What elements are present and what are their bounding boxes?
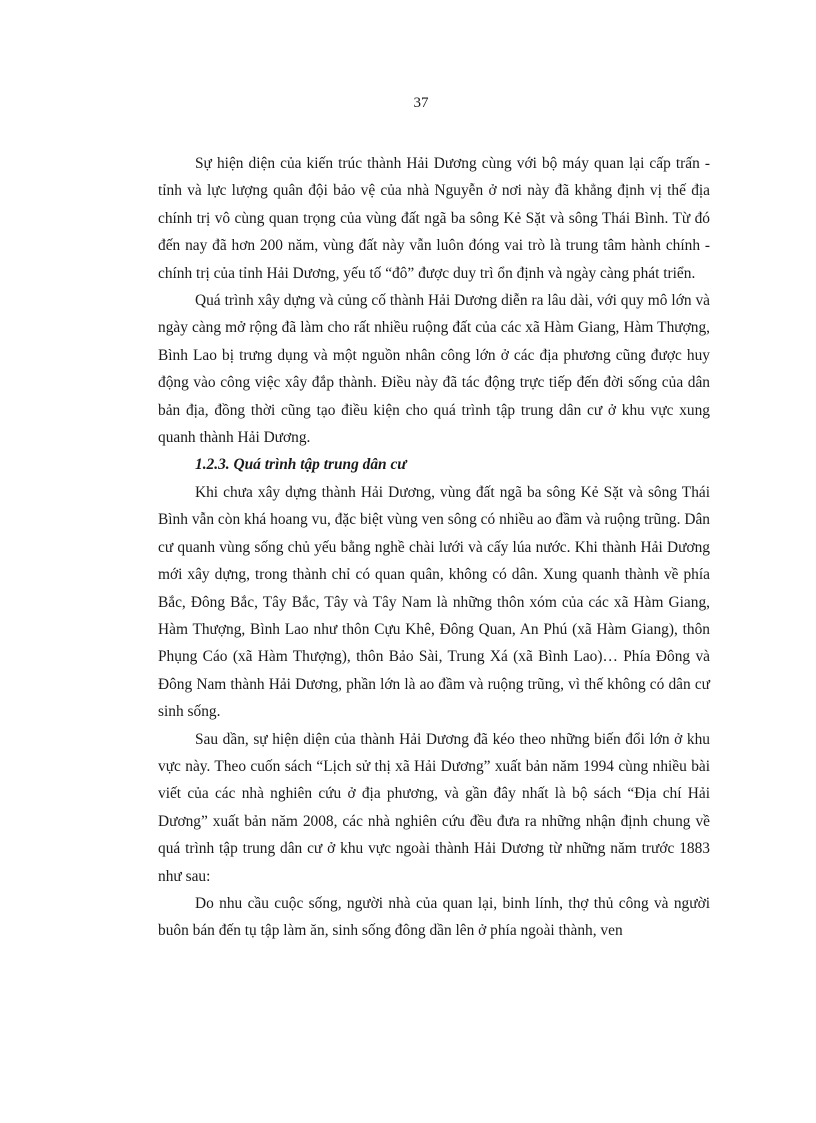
page-number: 37 (413, 95, 429, 111)
body-paragraph: Sự hiện diện của kiến trúc thành Hải Dương cùng với bộ máy quan lại cấp trấn - tỉnh và lực lượng quân đội bảo vệ của nhà Nguyễn ở nơi này đã khẳng định vị thế địa chính trị vô cùng quan trọng của vùng đất ngã ba sông Kẻ Sặt và sông Thái Bình. Từ đó đến nay đã hơn 200 năm, vùng đất này vẫn luôn đóng vai trò là trung tâm hành chính - chính trị của tỉnh Hải Dương, yếu tố “đô” được duy trì ổn định và ngày càng phát triển. (158, 155, 710, 282)
body-paragraph: Quá trình xây dựng và củng cố thành Hải Dương diễn ra lâu dài, với quy mô lớn và ngày càng mở rộng đã làm cho rất nhiều ruộng đất của các xã Hàm Giang, Hàm Thượng, Bình Lao bị trưng dụng và một nguồn nhân công lớn ở các địa phương cũng được huy động vào công việc xây đắp thành. Điều này đã tác động trực tiếp đến đời sống của dân bản địa, đồng thời cũng tạo điều kiện cho quá trình tập trung dân cư ở khu vực xung quanh thành Hải Dương. (158, 292, 710, 447)
body-paragraph: Khi chưa xây dựng thành Hải Dương, vùng đất ngã ba sông Kẻ Sặt và sông Thái Bình vẫn còn khá hoang vu, đặc biệt vùng ven sông có nhiều ao đầm và ruộng trũng. Dân cư quanh vùng sống chủ yếu bằng nghề chài lưới và cấy lúa nước. Khi thành Hải Dương mới xây dựng, trong thành chỉ có quan quân, không có dân. Xung quanh thành về phía Bắc, Đông Bắc, Tây Bắc, Tây và Tây Nam là những thôn xóm của các xã Hàm Giang, Hàm Thượng, Bình Lao như thôn Cựu Khê, Đông Quan, An Phú (xã Hàm Giang), thôn Phụng Cáo (xã Hàm Thượng), thôn Bảo Sài, Trung Xá (xã Bình Lao)… Phía Đông và Đông Nam thành Hải Dương, phần lớn là ao đầm và ruộng trũng, vì thế không có dân cư sinh sống. (158, 483, 710, 721)
body-paragraph: Sau dần, sự hiện diện của thành Hải Dương đã kéo theo những biến đổi lớn ở khu vực này. Theo cuốn sách “Lịch sử thị xã Hải Dương” xuất bản năm 1994 cùng nhiều bài viết của các nhà nghiên cứu ở địa phương, và gần đây nhất là bộ sách “Địa chí Hải Dương” xuất bản năm 2008, các nhà nghiên cứu đều đưa ra những nhận định chung về quá trình tập trung dân cư ở khu vực ngoài thành Hải Dương từ những năm trước 1883 như sau: (158, 730, 710, 885)
body-paragraph: Do nhu cầu cuộc sống, người nhà của quan lại, binh lính, thợ thủ công và người buôn bán đến tụ tập làm ăn, sinh sống đông dần lên ở phía ngoài thành, ven (158, 894, 710, 940)
section-heading: 1.2.3. Quá trình tập trung dân cư (195, 456, 407, 474)
document-body (158, 150, 710, 945)
